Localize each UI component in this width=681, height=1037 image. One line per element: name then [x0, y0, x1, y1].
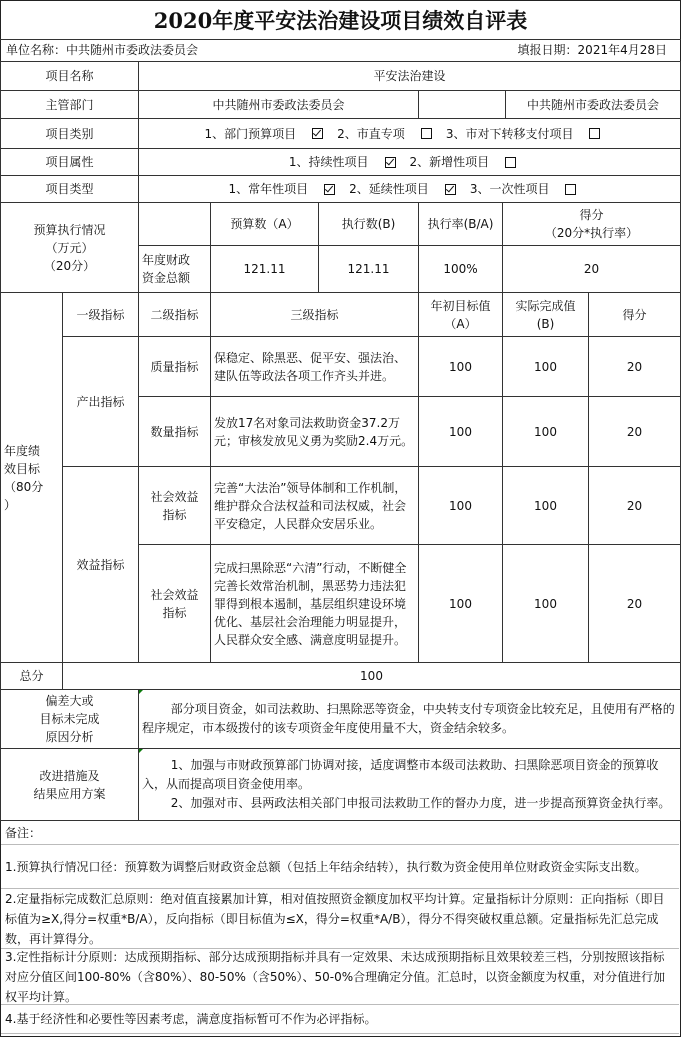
- fill-date: 填报日期：2021年4月28日: [517, 43, 667, 57]
- score-value: 20: [588, 396, 681, 467]
- category-option-label: 2、市直专项: [337, 126, 405, 141]
- indicator-header: 一级指标: [62, 292, 139, 337]
- type-label: 项目类型: [0, 175, 139, 203]
- indicator-header: 实际完成值 (B): [502, 292, 589, 337]
- attr-label: 项目属性: [0, 148, 139, 176]
- level3-cell: 完善“大法治”领导体制和工作机制，维护群众合法权益和司法权威，社会平安稳定，人民群众安居乐业。: [210, 466, 419, 545]
- budget-score: 20: [502, 245, 681, 293]
- page-title: 2020年度平安法治建设项目绩效自评表: [0, 0, 681, 40]
- budget-amount: 121.11: [210, 245, 319, 293]
- checkbox-checked[interactable]: [324, 184, 335, 195]
- comment-flag-icon: [139, 749, 143, 753]
- type-option-label: 3、一次性项目: [469, 182, 550, 196]
- deviation-label: 偏差大或 目标未完成 原因分析: [0, 689, 139, 749]
- indicator-header: 得分: [588, 292, 681, 337]
- indicator-header: 二级指标: [138, 292, 211, 337]
- target-value: 100: [418, 396, 503, 467]
- project-name-label: 项目名称: [0, 61, 139, 91]
- executed-amount: 121.11: [318, 245, 419, 293]
- type-option-label: 2、延续性项目: [349, 182, 429, 196]
- level3-cell: 发放17名对象司法救助资金37.2万元；审核发放见义勇为奖励2.4万元。: [210, 396, 419, 467]
- improvement-item: 1、加强与市财政预算部门协调对接，适度调整市本级司法救助、扫黑除恶项目资金的预算收入，从而提高项目资金使用率。: [142, 758, 659, 791]
- score-value: 20: [588, 544, 681, 663]
- score-value: 20: [588, 336, 681, 397]
- indicators-section-label: 年度绩 效目标 （80分 ）: [0, 292, 63, 663]
- note-item: 2.定量指标完成数汇总原则：绝对值直接累加计算，相对值按照资金额度加权平均计算。定量指标计分原则：正向指标（即目标值为≥X,得分=权重*B/A），反向指标（即目标值为≤X，得分=权重*A/B），得分不得突破权重总额。定量指标先汇总完成数，再计算得分。: [1, 889, 679, 949]
- actual-value: 100: [502, 396, 589, 467]
- unit-name: 单位名称：中共随州市委政法委员会: [6, 43, 199, 57]
- category-options: [138, 118, 681, 149]
- attr-option-label: 1、持续性项目: [288, 155, 369, 169]
- actual-value: 100: [502, 466, 589, 545]
- budget-row-label: 年度财政 资金总额: [138, 245, 211, 293]
- type-option-label: 1、常年性项目: [228, 182, 309, 196]
- category-option-label: 3、市对下转移支付项目: [445, 126, 574, 141]
- level3-cell: 完成扫黑除恶“六清”行动，不断健全完善长效常治机制，黑恶势力违法犯罪得到根本遏制，基层组织建设环境优化、基层社会治理能力明显提升，人民群众安全感、满意度明显提升。: [210, 544, 419, 663]
- dept-label: 主管部门: [0, 90, 139, 119]
- level2-cell: 社会效益 指标: [138, 544, 211, 663]
- dept-value: 中共随州市委政法委员会: [138, 90, 419, 119]
- level2-cell: 数量指标: [138, 396, 211, 467]
- dept-value-2: 中共随州市委政法委员会: [505, 90, 681, 119]
- checkbox-checked[interactable]: [445, 184, 456, 195]
- actual-value: 100: [502, 336, 589, 397]
- level2-cell: 质量指标: [138, 336, 211, 397]
- project-name-value: 平安法治建设: [138, 61, 681, 91]
- indicator-header: 三级指标: [210, 292, 419, 337]
- actual-value: 100: [502, 544, 589, 663]
- budget-header: 预算数（A）: [210, 202, 319, 246]
- attr-option-label: 2、新增性项目: [409, 155, 490, 169]
- improvement-label: 改进措施及 结果应用方案: [0, 748, 139, 821]
- indicator-header: 年初目标值 （A）: [418, 292, 503, 337]
- budget-label: 预算执行情况 （万元） （20分）: [0, 202, 139, 293]
- checkbox-unchecked[interactable]: [565, 184, 576, 195]
- comment-flag-icon: [139, 690, 143, 694]
- execution-rate: 100%: [418, 245, 503, 293]
- category-option-label: 1、部门预算项目: [204, 126, 297, 141]
- type-options: [138, 175, 681, 203]
- improvement-item: 2、加强对市、县两政法相关部门申报司法救助工作的督办力度，进一步提高预算资金执行率。: [170, 796, 671, 810]
- score-value: 20: [588, 466, 681, 545]
- checkbox-unchecked[interactable]: [505, 157, 516, 168]
- dept-blank-cell: [418, 90, 506, 119]
- checkbox-checked[interactable]: [312, 128, 323, 139]
- level1-output: 产出指标: [62, 336, 139, 467]
- checkbox-unchecked[interactable]: [589, 128, 600, 139]
- deviation-text: [138, 689, 681, 749]
- budget-blank-header: [138, 202, 211, 246]
- level2-cell: 社会效益 指标: [138, 466, 211, 545]
- budget-header: 执行数(B): [318, 202, 419, 246]
- target-value: 100: [418, 544, 503, 663]
- target-value: 100: [418, 466, 503, 545]
- note-item: 1.预算执行情况口径：预算数为调整后财政资金总额（包括上年结余结转），执行数为资金使用单位财政资金实际支出数。: [1, 845, 679, 889]
- category-label: 项目类别: [0, 118, 139, 149]
- total-value: 100: [62, 662, 681, 690]
- attr-options: [138, 148, 681, 176]
- notes-label: 备注：: [1, 821, 679, 845]
- note-item: 3.定性指标计分原则：达成预期指标、部分达成预期指标并具有一定效果、未达成预期指标且效果较差三档，分别按照该指标对应分值区间100-80%（含80%）、80-50%（含50%）、50-0%合理确定分值。汇总时，以资金额度为权重，对分值进行加权平均计算。: [1, 949, 679, 1005]
- budget-header: 执行率(B/A): [418, 202, 503, 246]
- checkbox-unchecked[interactable]: [421, 128, 432, 139]
- level1-benefit: 效益指标: [62, 466, 139, 663]
- checkbox-checked[interactable]: [385, 157, 396, 168]
- total-label: 总分: [0, 662, 63, 690]
- target-value: 100: [418, 336, 503, 397]
- level3-cell: 保稳定、除黑恶、促平安、强法治、建队伍等政法各项工作齐头并进。: [210, 336, 419, 397]
- budget-header: 得分 （20分*执行率）: [502, 202, 681, 246]
- deviation-paragraph: 部分项目资金，如司法救助、扫黑除恶等资金，中央转支付专项资金比较充足，且使用有严格的程序规定，市本级拨付的该专项资金年度使用量不大，资金结余较多。: [142, 702, 675, 735]
- note-item: 4.基于经济性和必要性等因素考虑，满意度指标暂可不作为必评指标。: [1, 1005, 679, 1034]
- improvement-text: [138, 748, 681, 821]
